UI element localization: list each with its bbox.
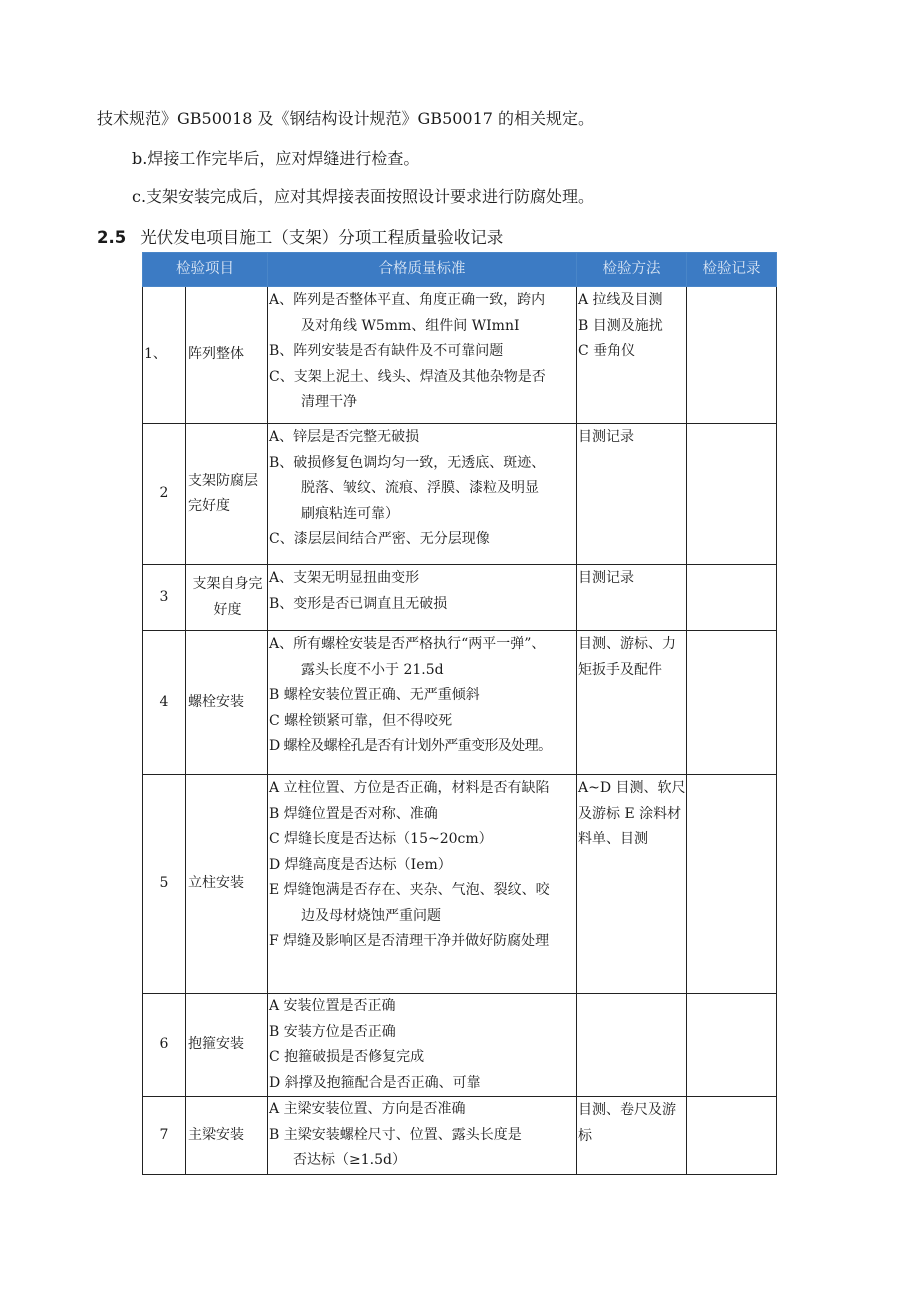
table-header-row (143, 253, 777, 287)
row-record (687, 994, 777, 1097)
row-number: 2 (143, 424, 186, 565)
row-standard: A、阵列是否整体平直、角度正确一致，跨内 及对角线 W5mm、组件间 WImnI B、阵列安装是否有缺件及不可靠问题 C、支架上泥土、线头、焊渣及其他杂物是否 清理干净 (268, 287, 577, 424)
row-record (687, 565, 777, 631)
header-inspection-method: 检验方法 (577, 253, 687, 287)
header-quality-standard: 合格质量标准 (268, 253, 577, 287)
table-row (143, 287, 777, 424)
row-standard: A 安装位置是否正确 B 安装方位是否正确 C 抱箍破损是否修复完成 D 斜撑及抱箍配合是否正确、可靠 (268, 994, 577, 1097)
header-inspection-item: 检验项目 (143, 253, 268, 287)
row-method: 目测、游标、力 矩扳手及配件 (577, 631, 687, 775)
table-row (143, 424, 777, 565)
row-method: 目测记录 (577, 565, 687, 631)
row-record (687, 775, 777, 994)
table-row (143, 565, 777, 631)
row-item: 支架自身完好度 (186, 565, 268, 631)
paragraph-continuation: 技术规范》GB50018 及《钢结构设计规范》GB50017 的相关规定。 (97, 109, 595, 128)
header-inspection-record: 检验记录 (687, 253, 777, 287)
row-item: 支架防腐层完好度 (186, 424, 268, 565)
paragraph-anticorrosion: c.支架安装完成后，应对其焊接表面按照设计要求进行防腐处理。 (132, 187, 595, 206)
table-row (143, 631, 777, 775)
section-title: 光伏发电项目施工（支架）分项工程质量验收记录 (140, 228, 504, 247)
row-item: 螺栓安装 (186, 631, 268, 775)
row-standard: A 立柱位置、方位是否正确，材料是否有缺陷 B 焊缝位置是否对称、准确 C 焊缝长度是否达标（15~20cm） D 焊缝高度是否达标（Iem） E 焊缝饱满是否存在、夹杂、气泡、裂纹、咬 边及母材烧蚀严重问题 F 焊缝及影响区是否清理干净并做好防腐处理 (268, 775, 577, 994)
row-number: 4 (143, 631, 186, 775)
row-record (687, 424, 777, 565)
row-item: 立柱安装 (186, 775, 268, 994)
row-method (577, 994, 687, 1097)
row-number: 7 (143, 1097, 186, 1175)
row-item: 阵列整体 (186, 287, 268, 424)
table-row (143, 775, 777, 994)
row-record (687, 287, 777, 424)
row-standard: A、所有螺栓安装是否严格执行“两平一弹”、 露头长度不小于 21.5d B 螺栓安装位置正确、无严重倾斜 C 螺栓锁紧可靠，但不得咬死 D 螺栓及螺栓孔是否有计划外严重变形及处理。 (268, 631, 577, 775)
row-method: A~D 目测、软尺 及游标 E 涂料材 料单、目测 (577, 775, 687, 994)
row-number: 1、 (143, 287, 186, 424)
row-method: A 拉线及目测 B 目测及施扰 C 垂角仪 (577, 287, 687, 424)
table-row (143, 1097, 777, 1175)
section-number: 2.5 (97, 228, 127, 247)
row-method: 目测记录 (577, 424, 687, 565)
paragraph-weld-check: b.焊接工作完毕后，应对焊缝进行检查。 (132, 149, 420, 168)
row-item: 主梁安装 (186, 1097, 268, 1175)
row-number: 5 (143, 775, 186, 994)
row-item: 抱箍安装 (186, 994, 268, 1097)
row-standard: A 主梁安装位置、方向是否准确 B 主梁安装螺栓尺寸、位置、露头长度是 否达标（≥1.5d） (268, 1097, 577, 1175)
row-method: 目测、卷尺及游 标 (577, 1097, 687, 1175)
acceptance-record-table (142, 252, 777, 1175)
row-record (687, 1097, 777, 1175)
section-heading (97, 224, 503, 248)
table-row (143, 994, 777, 1097)
row-number: 3 (143, 565, 186, 631)
row-standard: A、支架无明显扭曲变形 B、变形是否已调直且无破损 (268, 565, 577, 631)
row-number: 6 (143, 994, 186, 1097)
row-standard: A、锌层是否完整无破损 B、破损修复色调均匀一致，无透底、斑迹、 脱落、皱纹、流痕、浮膜、漆粒及明显 刷痕粘连可靠） C、漆层层间结合严密、无分层现像 (268, 424, 577, 565)
row-record (687, 631, 777, 775)
